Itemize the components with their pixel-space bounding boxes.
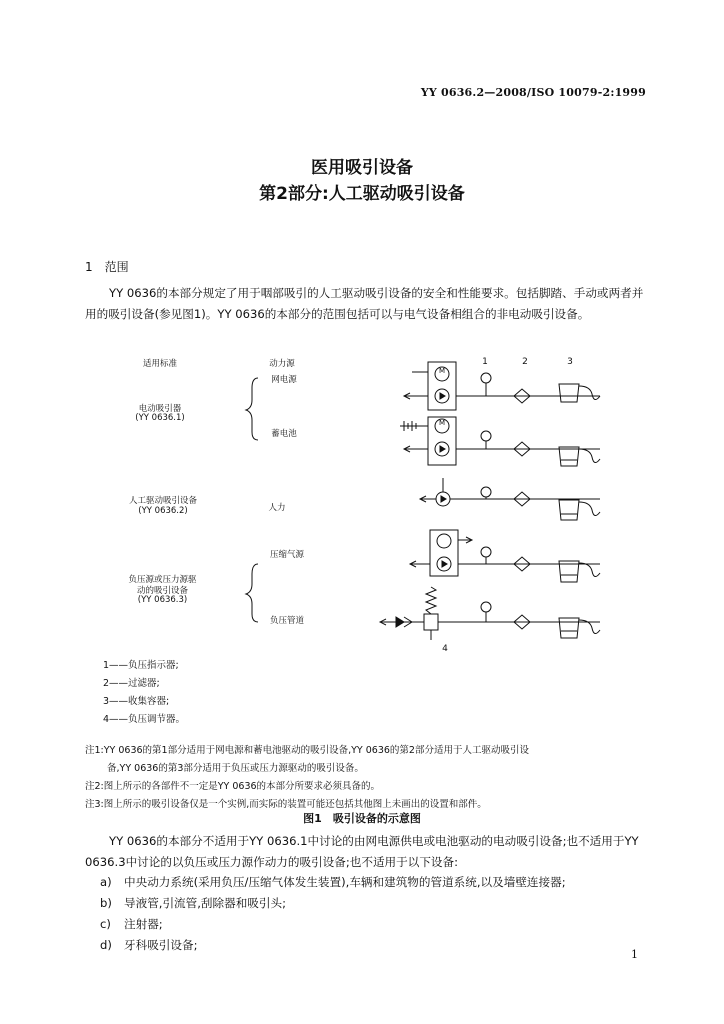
exclusion-paragraph: YY 0636的本部分不适用于YY 0636.1中讨论的由网电源供电或电池驱动的电动吸引设备;也不适用于YY 0636.3中讨论的以负压或压力源作动力的吸引设备;也不适用于以下设备:	[85, 834, 639, 869]
list-text: 牙科吸引设备;	[124, 938, 198, 952]
note-1-line2: 备,YY 0636的第3部分适用于负压或压力源驱动的吸引设备。	[107, 763, 364, 774]
list-text: 导液管,引流管,刮除器和吸引头;	[124, 896, 286, 910]
page-number: 1	[631, 948, 638, 961]
fig-col-header-standard: 适用标准	[142, 359, 177, 369]
note-2: 注2:图上所示的各部件不一定是YY 0636的本部分所要求必须具备的。	[85, 781, 381, 792]
legend-item-1: 1——负压指示器;	[103, 660, 179, 671]
list-marker: a)	[100, 875, 112, 889]
fig-group1-power-b: 蓄电池	[271, 429, 297, 439]
fig-group3-std: (YY 0636.3)	[137, 595, 188, 605]
document-title-line2: 第2部分:人工驱动吸引设备	[259, 184, 465, 204]
exclusion-item-c	[100, 916, 163, 932]
section-heading: 1 范围	[85, 260, 129, 274]
exclusion-item-d	[100, 937, 197, 953]
fig-col-header-power: 动力源	[269, 359, 295, 369]
note-1-line1: 注1:YY 0636的第1部分适用于网电源和蓄电池驱动的吸引设备,YY 0636的第2部分适用于人工驱动吸引设	[85, 745, 529, 756]
scope-paragraph: YY 0636的本部分规定了用于咽部吸引的人工驱动吸引设备的安全和性能要求。包括脚踏、手动或两者并用的吸引设备(参见图1)。YY 0636的本部分的范围包括可以与电气设备相组合的非电动吸引设备。	[85, 286, 644, 321]
legend-item-2: 2——过滤器;	[103, 678, 160, 689]
motor-label-1: M	[438, 367, 446, 375]
fig-group3-name-line2: 动的吸引设备	[136, 586, 188, 596]
list-text: 注射器;	[124, 917, 163, 931]
fig-number-4: 4	[442, 644, 448, 654]
list-marker: c)	[100, 917, 111, 931]
fig-number-2: 2	[522, 357, 528, 367]
exclusion-item-b	[100, 895, 286, 911]
legend-item-4: 4——负压调节器。	[103, 714, 186, 725]
exclusion-item-a	[100, 874, 566, 890]
motor-label-2: M	[438, 419, 446, 427]
fig-group1-power-a: 网电源	[271, 375, 297, 385]
fig-number-1: 1	[482, 357, 488, 367]
list-marker: d)	[100, 938, 112, 952]
fig-group1-std: (YY 0636.1)	[135, 413, 185, 423]
fig-group2-std: (YY 0636.2)	[138, 506, 188, 516]
fig-group3-power-b: 负压管道	[269, 616, 304, 626]
note-3: 注3:图上所示的吸引设备仅是一个实例,而实际的装置可能还包括其他图上未画出的设置和部件。	[85, 799, 487, 810]
fig-group2-power: 人力	[268, 503, 286, 513]
fig-number-3: 3	[567, 357, 573, 367]
standard-id: YY 0636.2—2008/ISO 10079-2:1999	[420, 86, 646, 99]
figure-caption: 图1 吸引设备的示意图	[303, 812, 421, 825]
fig-group2-name: 人工驱动吸引设备	[128, 496, 197, 506]
fig-group1-name: 电动吸引器	[138, 404, 182, 414]
fig-group3-name-line1: 负压源或压力源驱	[128, 575, 197, 585]
document-title-line1: 医用吸引设备	[311, 158, 413, 178]
fig-group3-power-a: 压缩气源	[269, 550, 304, 560]
list-marker: b)	[100, 896, 112, 910]
list-text: 中央动力系统(采用负压/压缩气体发生装置),车辆和建筑物的管道系统,以及墙壁连接器;	[124, 875, 566, 889]
legend-item-3: 3——收集容器;	[103, 696, 170, 707]
